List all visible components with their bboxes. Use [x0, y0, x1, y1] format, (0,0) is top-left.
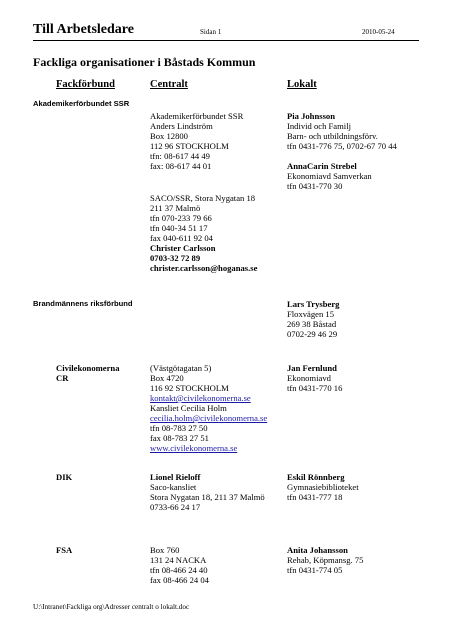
local-contact-eskil — [287, 472, 359, 502]
header-title: Till Arbetsledare — [33, 22, 134, 37]
header-rule — [33, 40, 419, 41]
local-line: Ekonomiavd — [287, 373, 331, 383]
local-line: Gymnasiebiblioteket — [287, 482, 359, 492]
org-name-line: Civilekonomerna — [56, 363, 120, 373]
central-contact-name: Lionel Rieloff — [150, 472, 201, 482]
column-header-centralt: Centralt — [150, 79, 188, 90]
contact-name-christer: Christer Carlsson — [150, 243, 216, 253]
central-line: 116 92 STOCKHOLM — [150, 383, 229, 393]
central-line: Box 760 — [150, 545, 180, 555]
central-contact-fsa — [150, 545, 209, 585]
local-line: Rehab, Köpmansg. 75 — [287, 555, 364, 565]
central-line: Stora Nygatan 18, 211 37 Malmö — [150, 492, 265, 502]
central-line: fax 040-611 92 04 — [150, 233, 213, 243]
local-contact-name: Pia Johnsson — [287, 111, 335, 121]
central-line: 211 37 Malmö — [150, 203, 201, 213]
central-line: 131 24 NACKA — [150, 555, 207, 565]
page-number: Sidan 1 — [200, 28, 222, 36]
local-line: 0702-29 46 29 — [287, 329, 338, 339]
local-line: tfn 0431-774 05 — [287, 565, 343, 575]
central-line: Kansliet Cecilia Holm — [150, 403, 227, 413]
document-title: Fackliga organisationer i Båstads Kommun — [33, 55, 256, 69]
footer-file-path: U:\Intranet\Fackliga org\Adresser centralt o lokalt.doc — [33, 603, 190, 611]
central-line: 0733-66 24 17 — [150, 502, 201, 512]
local-line: Floxvägen 15 — [287, 309, 335, 319]
column-header-lokalt: Lokalt — [287, 79, 317, 90]
column-header-fackforbund: Fackförbund — [56, 79, 115, 90]
central-contact-dik — [150, 472, 265, 512]
local-contact-anita — [287, 545, 363, 575]
local-contact-name: Lars Trysberg — [287, 299, 340, 309]
website-link[interactable]: www.civilekonomerna.se — [150, 443, 238, 453]
local-contact-annacarin — [287, 161, 372, 191]
email-link[interactable]: kontakt@civilekonomerna.se — [150, 393, 251, 403]
central-line: tfn: 08-617 44 49 — [150, 151, 210, 161]
central-line: 112 96 STOCKHOLM — [150, 141, 229, 151]
org-name-akademikerforbundet: Akademikerförbundet SSR — [33, 99, 130, 108]
contact-phone-christer: 0703-32 72 89 — [150, 253, 201, 263]
local-line: tfn 0431-770 16 — [287, 383, 343, 393]
org-name-brandmannens: Brandmännens riksförbund — [33, 299, 133, 308]
central-line: Box 4720 — [150, 373, 184, 383]
central-line: Akademikerförbundet SSR — [150, 111, 244, 121]
org-name-fsa: FSA — [56, 545, 73, 555]
central-line: tfn 070-233 79 66 — [150, 213, 212, 223]
local-contact-lars — [287, 299, 339, 339]
local-contact-pia — [287, 111, 397, 151]
local-line: Barn- och utbildningsförv. — [287, 131, 378, 141]
local-line: tfn 0431-776 75, 0702-67 70 44 — [287, 141, 397, 151]
org-name-line: CR — [56, 373, 69, 383]
central-line: SACO/SSR, Stora Nygatan 18 — [150, 193, 256, 203]
local-contact-name: Eskil Rönnberg — [287, 472, 345, 482]
contact-email-christer: christer.carlsson@hoganas.se — [150, 263, 258, 273]
central-contact-ssr — [150, 111, 243, 171]
central-line: (Västgötagatan 5) — [150, 363, 212, 373]
local-line: Individ och Familj — [287, 121, 351, 131]
header-date: 2010-05-24 — [362, 28, 395, 36]
central-line: Saco-kansliet — [150, 482, 197, 492]
local-line: Ekonomiavd Samverkan — [287, 171, 372, 181]
local-contact-jan — [287, 363, 342, 393]
central-line: fax 08-466 24 04 — [150, 575, 209, 585]
central-line: tfn 08-466 24 40 — [150, 565, 208, 575]
local-contact-name: AnnaCarin Strebel — [287, 161, 357, 171]
org-name-dik: DIK — [56, 472, 73, 482]
local-line: tfn 0431-777 18 — [287, 492, 343, 502]
central-line: fax: 08-617 44 01 — [150, 161, 212, 171]
central-line: tfn 040-34 51 17 — [150, 223, 208, 233]
org-name-civilekonomerna — [56, 363, 120, 383]
local-contact-name: Anita Johansson — [287, 545, 348, 555]
local-line: 269 38 Båstad — [287, 319, 337, 329]
local-contact-name: Jan Fernlund — [287, 363, 337, 373]
central-line: Anders Lindström — [150, 121, 213, 131]
central-contact-civilekonomerna — [150, 363, 267, 453]
central-contact-saco-ssr — [150, 193, 257, 273]
email-link[interactable]: cecilia.holm@civilekonomerna.se — [150, 413, 268, 423]
local-line: tfn 0431-770 30 — [287, 181, 343, 191]
central-line: tfn 08-783 27 50 — [150, 423, 208, 433]
central-line: fax 08-783 27 51 — [150, 433, 209, 443]
central-line: Box 12800 — [150, 131, 188, 141]
